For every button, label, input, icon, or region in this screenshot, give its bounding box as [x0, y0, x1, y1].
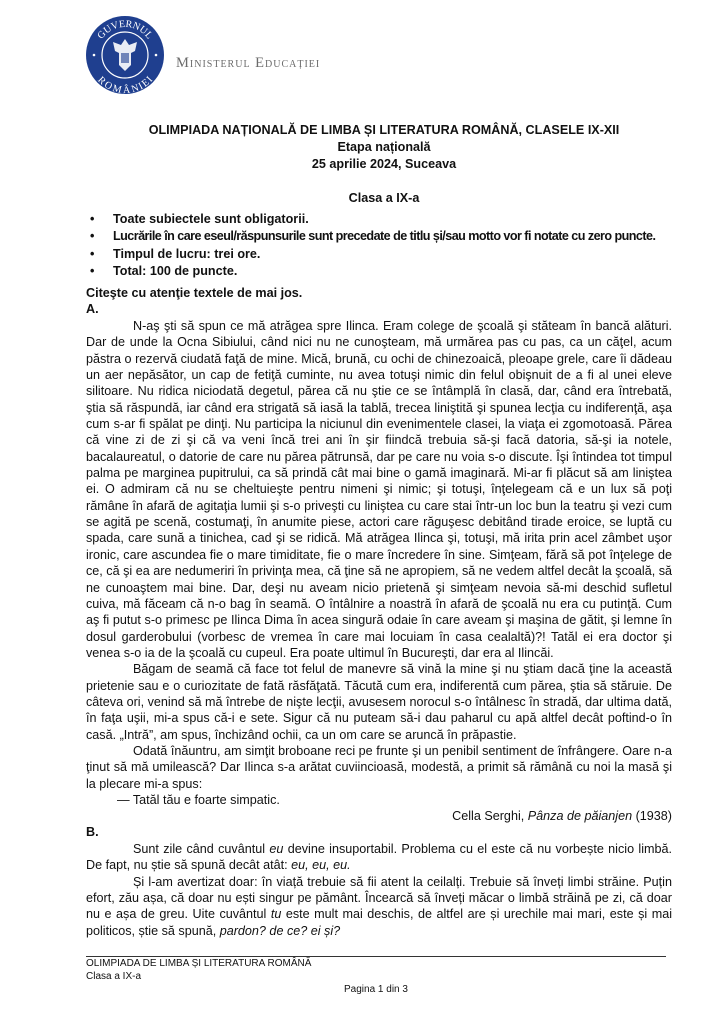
- rule-item: • Timpul de lucru: trei ore.: [86, 246, 655, 263]
- exam-stage: Etapa națională: [337, 140, 431, 154]
- footer-class: Clasa a IX-a: [86, 971, 142, 982]
- text-a: [86, 318, 672, 825]
- page-number: Pagina 1 din 3: [344, 984, 408, 995]
- text-b-label: B.: [86, 825, 99, 839]
- paragraph: [86, 841, 672, 874]
- text-run: devine insuportabil. Problema cu el este că nu vorbește nicio limbă. De fapt, nu știe să spună decât atât:: [86, 842, 673, 873]
- text-b: [86, 841, 672, 939]
- text-run: Și l-am avertizat doar: în viață trebuie să fii atent la ceilalți. Trebuie să înveți limbi străine. Puțin efort, zău așa, că doar nu ești singur pe pământ. Încearcă să înveți măcar o limbă străină pe zi, că doar nu e așa de greu. Uite cuvântul: [86, 874, 672, 922]
- paragraph: Băgam de seamă că face tot felul de manevre să vină la mine şi nu ştiam dacă ţine la această prietenie sau e o curiozitate de fată răsfăţată. Tăcută cum era, indiferentă cum părea, ştia să stăruie. De câteva ori, venind să mă întrebe de nişte lecţii, avusesem norocul s-o întâlnesc în stradă, dar ultima dată, în faţa uşii, mi-a spus că-i e sete. Sigur că nu puteam să-i dau paharul cu apă altfel decât poftind-o în casă. „Intră”, am spus, închizând ochii, ca un om care se aruncă în prăpastie.: [86, 662, 672, 742]
- dialogue-line: — Tatăl tău e foarte simpatic.: [117, 792, 280, 807]
- paragraph: Odată înăuntru, am simţit broboane reci pe frunte şi un penibil sentiment de înfrângere. Oare n-a ţinut să mă umilească? Dar Ilinca s-a arătat cuviincioasă, modestă, a primit să rămână cu noi la masă şi la plecare mi-a spus:: [86, 743, 672, 791]
- ministry-name: Ministerul Educației: [176, 55, 321, 71]
- paragraph: N-aş şti să spun ce mă atrăgea spre Ilinca. Eram colege de şcoală şi stăteam în bancă alături. Dar de unde la Ocna Sibiului, când nici nu ne cunoşteam, mă urmărea pas cu pas, ca un căţel, acum păstra o rezervă ciudată faţă de mine. Mică, brună, cu ochi de chinezoaică, pleoape grele, care îi dădeau un aer nepăsător, un cap de fetiţă cuminte, nu avea totuşi nimic din felul obişnuit de a fi al unei eleve silitoare. Nu ridica niciodată degetul, părea că nu ştie ce se întâmplă în clasă, dar, când era întrebată, ştia să răspundă, iar când era strigată să iasă la tablă, trecea liniştită şi spunea lecţia cu indiferenţă, aşa cum s-ar fi spălat pe dinţi. Nu participa la niciunul din evenimentele clasei, la viaţa ei zgomotoasă. Părea că vine zi de zi şi că va veni încă trei ani în şir fiindcă trebuia să-şi facă datoria, să-şi ia notele, bacalaureatul, o datorie de care nu părea pătrunsă, dar pe care nu voia s-o discute. Îşi întindea tot timpul palma pe marginea pupitrului, ca să prindă cât mai bine o gamă imaginară. Mi-ar fi plăcut să am liniştea ei. O admiram că nu se cheltuieşte pentru nimeni şi nimic; şi totuşi, înţelegeam că e un lux să poţi rămâne în afară de agitaţia lumii şi s-o priveşti cu liniştea cu care stai într-un loc bun la teatru şi vezi cum se agită pe scenă, costumaţi, în anumite piese, actori care răguşesc debitând tirade eroice, se luptă cu spada, care sună a tinichea, cad şi se ridică. Mă atrăgea Ilinca şi, totuşi, mă irita prin acel zâmbet uşor ironic, care ascundea fie o mare timiditate, fie o mare încredere în sine. Simţeam, fără să pot înţelege de ce, că şi ea are nedumeriri în privinţa mea, că ţine să ne apropiem, să ne vedem altfel decât la şcoală, să ne cunoaştem mai bine. Dar, deşi nu aveam nicio prietenă şi simţeam nevoia să-mi deschid sufletul cuiva, mă făceam că n-o bag în seamă. O întâlnire a noastră în afară de şcoală nu era cu putinţă. Cum aş fi putut s-o primesc pe Ilinca Dima în acea singură odaie în care aveam şi maşina de gătit, şi lemne în dosul garderobului (vorbesc de vremea în care mai locuiam în casa cealaltă)?! Tatăl ei era doctor şi venea s-o ia de la şcoală cu cupeul. Era poate ultimul în Bucureşti, dar era al Ilincăi.: [86, 319, 672, 660]
- source-citation: [86, 808, 672, 824]
- rule-item: • Lucrările în care eseul/răspunsurile sunt precedate de titlu și/sau motto vor fi notate cu zero puncte.: [86, 228, 655, 245]
- italic-run: pardon? de ce? ei și?: [219, 923, 341, 938]
- source-title: Pânza de păianjen: [527, 809, 633, 824]
- text-run: Sunt zile când cuvântul: [133, 842, 270, 856]
- italic-run: eu: [269, 842, 284, 856]
- source-year: (1938): [632, 809, 672, 824]
- text-a-label: A.: [86, 302, 99, 316]
- italic-run: eu, eu, eu.: [291, 858, 351, 873]
- paragraph: [86, 874, 672, 939]
- government-logo: [85, 15, 165, 95]
- exam-title: OLIMPIADA NAȚIONALĂ DE LIMBA ȘI LITERATURA ROMÂNĂ, CLASELE IX-XII: [148, 123, 620, 137]
- svg-text:GUVERNUL: GUVERNUL: [95, 18, 155, 42]
- source-author: Cella Serghi,: [452, 809, 528, 824]
- italic-run: tu: [270, 907, 282, 922]
- rules-list: [86, 211, 655, 280]
- class-heading: Clasa a IX-a: [348, 191, 420, 205]
- svg-text:ROMÂNIEI: ROMÂNIEI: [95, 74, 156, 95]
- instruction: Citeşte cu atenţie textele de mai jos.: [86, 286, 303, 300]
- rule-item: • Total: 100 de puncte.: [86, 263, 655, 280]
- exam-date-location: 25 aprilie 2024, Suceava: [311, 157, 457, 171]
- text-run: este mult mai deschis, de altfel are și urechile mai mari, este și mai politicos, știe să spună,: [86, 907, 672, 938]
- footer-divider: [86, 956, 666, 957]
- rule-item: • Toate subiectele sunt obligatorii.: [86, 211, 655, 228]
- footer-olympiad: OLIMPIADA DE LIMBA ȘI LITERATURA ROMÂNĂ: [86, 958, 312, 969]
